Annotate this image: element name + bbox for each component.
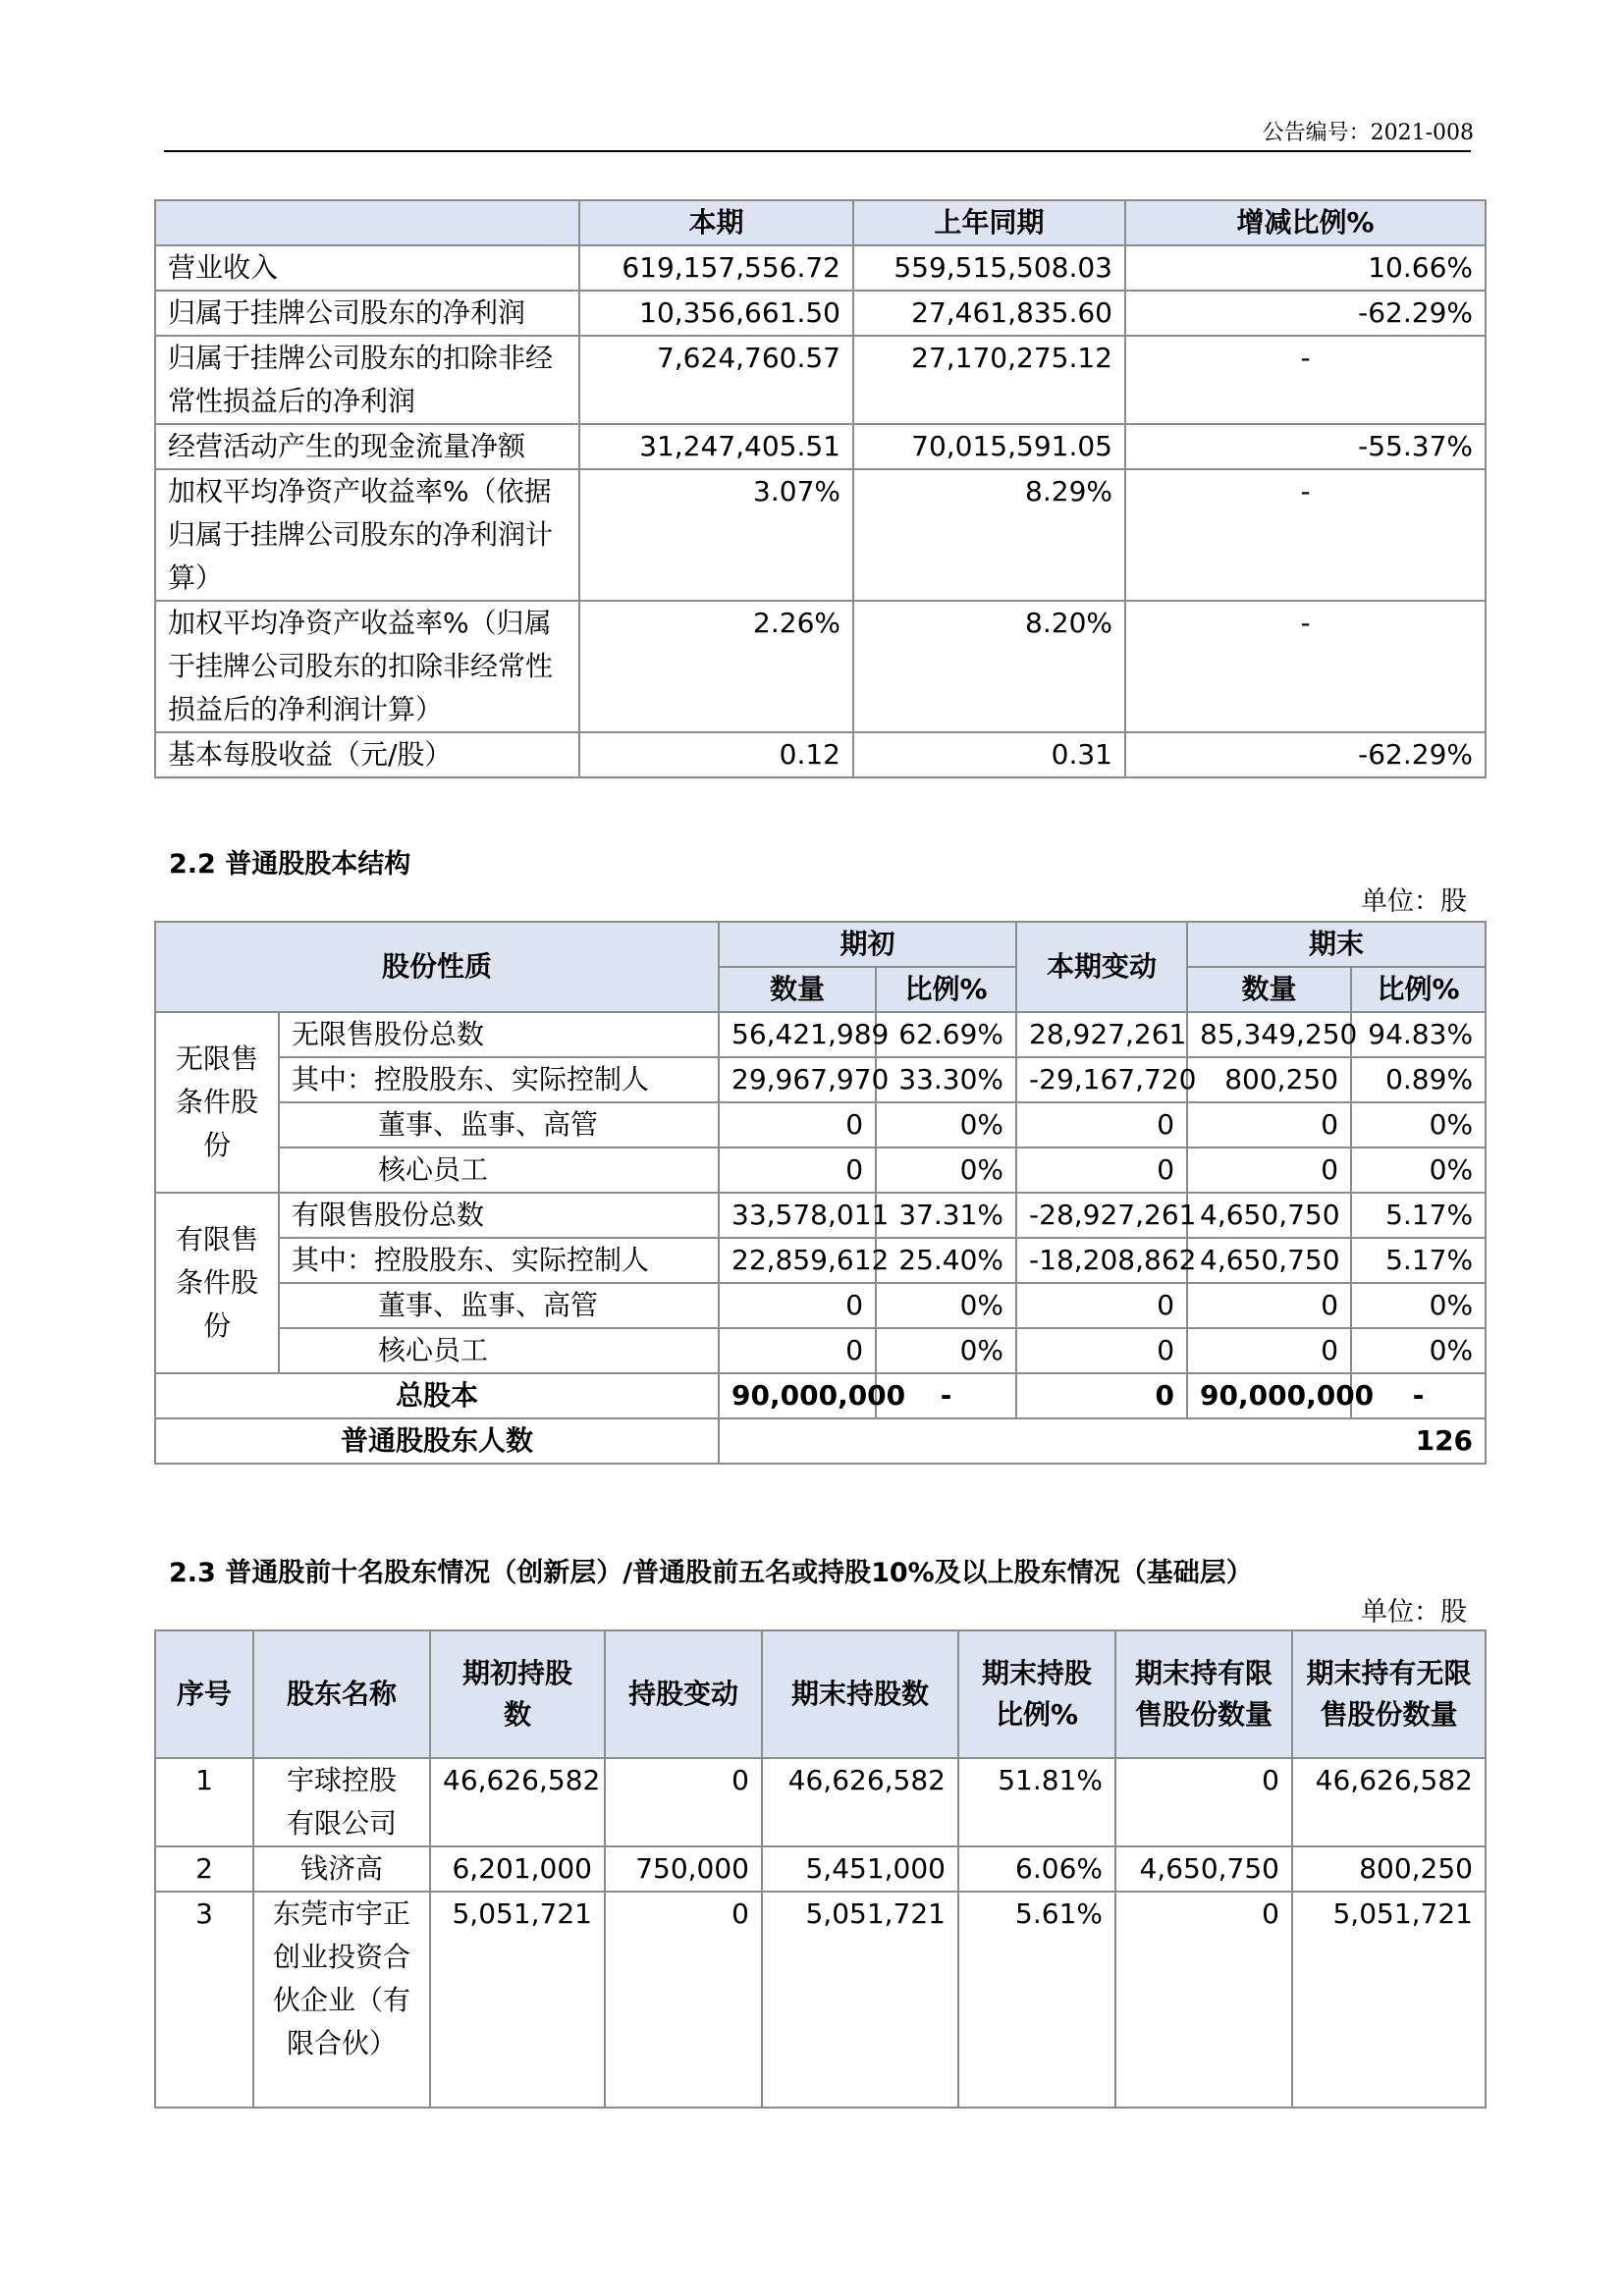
shareholder-name: 宇球控股有限公司 (253, 1758, 430, 1846)
table-row (155, 1057, 1486, 1102)
cell: 5.17% (1351, 1193, 1486, 1238)
header-cell: 期末 (1187, 922, 1486, 967)
cell: -62.29% (1125, 291, 1486, 336)
cell: 3 (155, 1892, 253, 2108)
table-header-row (155, 922, 1486, 967)
cell: 619,157,556.72 (579, 245, 853, 291)
cell: 0 (605, 1892, 762, 2108)
cell: 56,421,989 (719, 1012, 876, 1057)
row-label: 核心员工 (279, 1328, 719, 1373)
table-row (155, 424, 1486, 469)
row-label: 其中：控股股东、实际控制人 (279, 1057, 719, 1102)
header-cell: 增减比例% (1125, 200, 1486, 245)
cell: 90,000,000 (1187, 1373, 1351, 1418)
table-row (155, 1758, 1486, 1846)
section-title: 2.2 普通股股本结构 (169, 849, 411, 880)
cell: 27,170,275.12 (853, 336, 1125, 424)
cell: 0% (1351, 1283, 1486, 1328)
table-row (155, 601, 1486, 732)
cell: 0 (1016, 1328, 1187, 1373)
cell: 5,051,721 (430, 1892, 605, 2108)
row-label: 基本每股收益（元/股） (155, 732, 579, 777)
cell: - (876, 1373, 1016, 1418)
cell: 4,650,750 (1115, 1846, 1292, 1892)
financial-table (154, 199, 1487, 778)
row-label: 董事、监事、高管 (279, 1102, 719, 1148)
cell: 0% (1351, 1148, 1486, 1193)
header-cell: 期初持股数 (430, 1630, 605, 1758)
cell: 46,626,582 (1292, 1758, 1486, 1846)
table-row (155, 1283, 1486, 1328)
table-row (155, 336, 1486, 424)
cell: 0 (1187, 1328, 1351, 1373)
cell: 0 (719, 1328, 876, 1373)
cell: 8.20% (853, 601, 1125, 732)
header-cell: 本期变动 (1016, 922, 1187, 1012)
cell: 4,650,750 (1187, 1193, 1351, 1238)
row-label: 无限售股份总数 (279, 1012, 719, 1057)
unit-label: 单位：股 (1361, 886, 1467, 917)
cell: - (1125, 336, 1486, 424)
table-row (155, 1238, 1486, 1283)
cell: 800,250 (1187, 1057, 1351, 1102)
cell: 46,626,582 (762, 1758, 958, 1846)
cell: 0.89% (1351, 1057, 1486, 1102)
cell: 10,356,661.50 (579, 291, 853, 336)
table-row (155, 291, 1486, 336)
cell: 126 (719, 1418, 1486, 1464)
row-label: 董事、监事、高管 (279, 1283, 719, 1328)
cell: -29,167,720 (1016, 1057, 1187, 1102)
cell: 0 (719, 1283, 876, 1328)
cell: 5,051,721 (762, 1892, 958, 2108)
cell: 0% (1351, 1102, 1486, 1148)
cell: 5,451,000 (762, 1846, 958, 1892)
cell: 6,201,000 (430, 1846, 605, 1892)
cell: 0% (876, 1328, 1016, 1373)
cell: 0% (876, 1102, 1016, 1148)
cell: 25.40% (876, 1238, 1016, 1283)
header-cell: 持股变动 (605, 1630, 762, 1758)
row-label: 其中：控股股东、实际控制人 (279, 1238, 719, 1283)
cell: 0.31 (853, 732, 1125, 777)
table-row (155, 245, 1486, 291)
header-cell: 期初 (719, 922, 1016, 967)
header-cell: 期末持股比例% (958, 1630, 1115, 1758)
table-row (155, 1148, 1486, 1193)
cell: 0 (719, 1148, 876, 1193)
cell: 22,859,612 (719, 1238, 876, 1283)
cell: 29,967,970 (719, 1057, 876, 1102)
header-cell: 数量 (719, 967, 876, 1012)
row-label: 归属于挂牌公司股东的净利润 (155, 291, 579, 336)
shareholder-name: 钱济高 (253, 1846, 430, 1892)
cell: 3.07% (579, 469, 853, 601)
cell: 0% (876, 1148, 1016, 1193)
cell: 5.17% (1351, 1238, 1486, 1283)
header-cell: 比例% (1351, 967, 1486, 1012)
header-cell: 期末持有限售股份数量 (1115, 1630, 1292, 1758)
top-shareholders-table (154, 1629, 1487, 2109)
header-cell: 比例% (876, 967, 1016, 1012)
header-cell: 期末持有无限售股份数量 (1292, 1630, 1486, 1758)
row-label: 经营活动产生的现金流量净额 (155, 424, 579, 469)
table-row (155, 469, 1486, 601)
cell: 0 (1187, 1102, 1351, 1148)
cell: 5,051,721 (1292, 1892, 1486, 2108)
row-label: 总股本 (155, 1373, 719, 1418)
header-cell: 上年同期 (853, 200, 1125, 245)
cell: -55.37% (1125, 424, 1486, 469)
cell: 0 (1016, 1373, 1187, 1418)
cell: 37.31% (876, 1193, 1016, 1238)
cell: -18,208,862 (1016, 1238, 1187, 1283)
cell: 7,624,760.57 (579, 336, 853, 424)
cell: 33.30% (876, 1057, 1016, 1102)
cell: 2 (155, 1846, 253, 1892)
cell: 70,015,591.05 (853, 424, 1125, 469)
group-label: 有限售条件股份 (155, 1193, 279, 1373)
share-structure-table (154, 921, 1487, 1465)
cell: 46,626,582 (430, 1758, 605, 1846)
table-row (155, 1846, 1486, 1892)
row-label: 加权平均净资产收益率%（归属于挂牌公司股东的扣除非经常性损益后的净利润计算） (155, 601, 579, 732)
total-row (155, 1373, 1486, 1418)
cell: 62.69% (876, 1012, 1016, 1057)
header-cell: 序号 (155, 1630, 253, 1758)
cell: 0% (1351, 1328, 1486, 1373)
cell: 0% (876, 1283, 1016, 1328)
cell: 27,461,835.60 (853, 291, 1125, 336)
cell: 90,000,000 (719, 1373, 876, 1418)
table-row (155, 1328, 1486, 1373)
cell: -28,927,261 (1016, 1193, 1187, 1238)
cell: -62.29% (1125, 732, 1486, 777)
row-label: 归属于挂牌公司股东的扣除非经常性损益后的净利润 (155, 336, 579, 424)
cell: 0 (719, 1102, 876, 1148)
section-title: 2.3 普通股前十名股东情况（创新层）/普通股前五名或持股10%及以上股东情况（基础层） (169, 1558, 1253, 1588)
cell: 0 (1187, 1283, 1351, 1328)
cell: 0 (1016, 1102, 1187, 1148)
row-label: 营业收入 (155, 245, 579, 291)
table-row (155, 1012, 1486, 1057)
row-label: 有限售股份总数 (279, 1193, 719, 1238)
cell: 750,000 (605, 1846, 762, 1892)
holders-row (155, 1418, 1486, 1464)
table-row (155, 732, 1486, 777)
cell: 5.61% (958, 1892, 1115, 2108)
header-rule (164, 150, 1471, 152)
shareholder-name: 东莞市宇正创业投资合伙企业（有限合伙） (253, 1892, 430, 2108)
cell: 51.81% (958, 1758, 1115, 1846)
header-cell (155, 200, 579, 245)
cell: 0 (1115, 1892, 1292, 2108)
cell: 1 (155, 1758, 253, 1846)
cell: 6.06% (958, 1846, 1115, 1892)
table-row (155, 1102, 1486, 1148)
header-cell: 本期 (579, 200, 853, 245)
group-label: 无限售条件股份 (155, 1012, 279, 1193)
cell: 8.29% (853, 469, 1125, 601)
row-label: 加权平均净资产收益率%（依据归属于挂牌公司股东的净利润计算） (155, 469, 579, 601)
cell: 2.26% (579, 601, 853, 732)
cell: 28,927,261 (1016, 1012, 1187, 1057)
cell: 0 (1187, 1148, 1351, 1193)
cell: 0 (1115, 1758, 1292, 1846)
cell: 33,578,011 (719, 1193, 876, 1238)
table-header-row (155, 1630, 1486, 1758)
cell: 800,250 (1292, 1846, 1486, 1892)
cell: - (1125, 601, 1486, 732)
header-cell: 股份性质 (155, 922, 719, 1012)
cell: 31,247,405.51 (579, 424, 853, 469)
row-label: 核心员工 (279, 1148, 719, 1193)
cell: 0.12 (579, 732, 853, 777)
cell: 4,650,750 (1187, 1238, 1351, 1283)
table-row (155, 1892, 1486, 2108)
cell: 0 (1016, 1283, 1187, 1328)
announcement-code: 公告编号：2021-008 (1262, 121, 1474, 145)
row-label: 普通股股东人数 (155, 1418, 719, 1464)
cell: 94.83% (1351, 1012, 1486, 1057)
cell: 559,515,508.03 (853, 245, 1125, 291)
header-cell: 期末持股数 (762, 1630, 958, 1758)
table-row (155, 1193, 1486, 1238)
header-cell: 股东名称 (253, 1630, 430, 1758)
cell: - (1351, 1373, 1486, 1418)
table-header-row (155, 200, 1486, 245)
header-cell: 数量 (1187, 967, 1351, 1012)
cell: 0 (1016, 1148, 1187, 1193)
cell: 0 (605, 1758, 762, 1846)
unit-label: 单位：股 (1361, 1597, 1467, 1628)
cell: - (1125, 469, 1486, 601)
cell: 10.66% (1125, 245, 1486, 291)
cell: 85,349,250 (1187, 1012, 1351, 1057)
